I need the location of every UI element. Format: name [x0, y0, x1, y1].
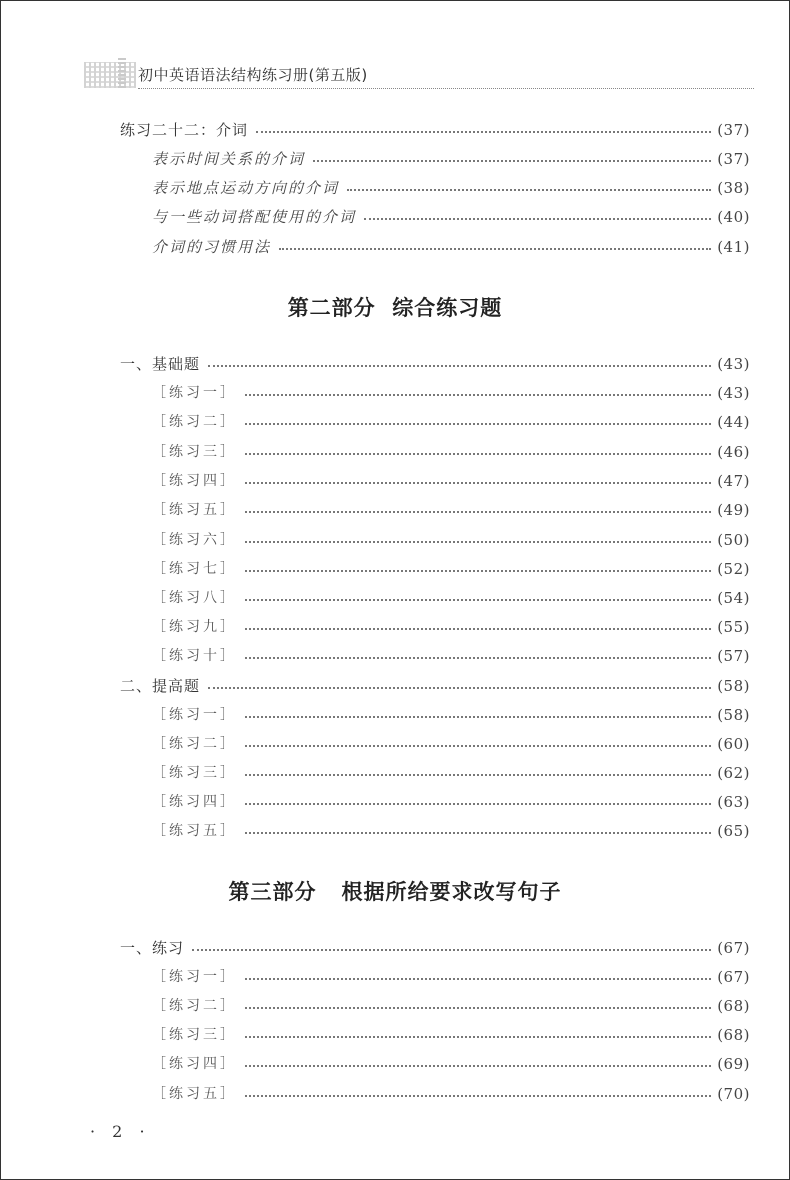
toc-page-number: (49) — [717, 501, 750, 519]
toc-label: ［练习二］ — [152, 414, 237, 430]
toc-page-number: (47) — [717, 472, 750, 490]
dot-leader — [245, 716, 711, 718]
dot-leader — [256, 131, 711, 133]
book-title: 初中英语语法结构练习册(第五版) — [138, 66, 368, 84]
toc-page-number: (43) — [717, 384, 750, 402]
toc-page-number: (65) — [717, 822, 750, 840]
toc-label: ［练习七］ — [152, 561, 237, 577]
toc-entry[interactable] — [152, 965, 750, 989]
running-header — [84, 58, 754, 92]
toc-entry-chapter[interactable] — [120, 118, 750, 142]
toc-page-number: (37) — [717, 121, 750, 139]
dot-leader — [245, 541, 711, 543]
toc-entry[interactable] — [152, 381, 750, 405]
toc-entry[interactable] — [152, 528, 750, 552]
dot-leader — [245, 1007, 711, 1009]
toc-label: 表示时间关系的介词 — [152, 150, 306, 168]
toc-label: 一、练习 — [120, 939, 185, 957]
toc-label: ［练习五］ — [152, 823, 237, 839]
dot-leader — [245, 1065, 711, 1067]
dot-leader — [364, 218, 711, 220]
toc-page-number: (68) — [717, 1026, 750, 1044]
toc-label: 表示地点运动方向的介词 — [152, 179, 340, 197]
toc-entry[interactable] — [152, 557, 750, 581]
toc-label: ［练习二］ — [152, 736, 237, 752]
toc-entry[interactable] — [152, 147, 750, 171]
dot-leader — [192, 949, 711, 951]
dot-leader — [245, 832, 711, 834]
dot-leader — [245, 423, 711, 425]
toc-page-number: (46) — [717, 443, 750, 461]
toc-entry[interactable] — [152, 440, 750, 464]
dot-leader — [245, 511, 711, 513]
toc-entry[interactable] — [152, 586, 750, 610]
toc-label: ［练习六］ — [152, 532, 237, 548]
toc-page-number: (37) — [717, 150, 750, 168]
toc-label: ［练习三］ — [152, 444, 237, 460]
toc-page-number: (58) — [717, 706, 750, 724]
toc-entry[interactable] — [152, 790, 750, 814]
dot-leader — [245, 599, 711, 601]
dot-leader — [245, 1095, 711, 1097]
toc-entry[interactable] — [152, 994, 750, 1018]
dot-leader — [245, 394, 711, 396]
toc-label: 一、基础题 — [120, 355, 201, 373]
toc-entry-section[interactable] — [120, 674, 750, 698]
toc-label: 练习二十二：介词 — [120, 121, 249, 139]
toc-page-number: (44) — [717, 413, 750, 431]
toc-entry[interactable] — [152, 819, 750, 843]
toc-entry[interactable] — [152, 1052, 750, 1076]
page-number: · 2 · — [90, 1122, 151, 1141]
toc-entry-section[interactable] — [120, 936, 750, 960]
dot-leader — [313, 160, 711, 162]
toc-label: ［练习二］ — [152, 998, 237, 1014]
toc-entry[interactable] — [152, 410, 750, 434]
toc-label: 二、提高题 — [120, 677, 201, 695]
toc-entry[interactable] — [152, 732, 750, 756]
toc-label: 介词的习惯用法 — [152, 238, 272, 256]
toc-page-number: (57) — [717, 647, 750, 665]
dot-leader — [279, 248, 711, 250]
dot-leader — [245, 657, 711, 659]
dot-leader — [245, 745, 711, 747]
dot-leader — [208, 365, 711, 367]
part-two-heading: 第二部分 综合练习题 — [287, 295, 503, 320]
toc-label: ［练习五］ — [152, 1086, 237, 1102]
dot-leader — [245, 978, 711, 980]
toc-label: ［练习一］ — [152, 385, 237, 401]
toc-entry[interactable] — [152, 469, 750, 493]
toc-label: ［练习四］ — [152, 473, 237, 489]
toc-label: 与一些动词搭配使用的介词 — [152, 208, 357, 226]
dot-leader — [245, 628, 711, 630]
toc-label: ［练习四］ — [152, 794, 237, 810]
toc-entry[interactable] — [152, 644, 750, 668]
toc-label: ［练习一］ — [152, 707, 237, 723]
toc-entry[interactable] — [152, 235, 750, 259]
toc-label: ［练习一］ — [152, 969, 237, 985]
toc-entry[interactable] — [152, 176, 750, 200]
toc-page-number: (60) — [717, 735, 750, 753]
dot-leader — [245, 774, 711, 776]
toc-entry[interactable] — [152, 205, 750, 229]
dot-leader — [347, 189, 711, 191]
toc-page-number: (54) — [717, 589, 750, 607]
dot-leader — [245, 482, 711, 484]
dot-leader — [245, 570, 711, 572]
dot-leader — [208, 687, 711, 689]
toc-page-number: (67) — [717, 968, 750, 986]
toc-page-number: (55) — [717, 618, 750, 636]
toc-page-number: (70) — [717, 1085, 750, 1103]
toc-label: ［练习五］ — [152, 502, 237, 518]
toc-label: ［练习四］ — [152, 1056, 237, 1072]
toc-page-number: (62) — [717, 764, 750, 782]
toc-page-number: (52) — [717, 560, 750, 578]
toc-entry-section[interactable] — [120, 352, 750, 376]
toc-label: ［练习三］ — [152, 765, 237, 781]
toc-label: ［练习八］ — [152, 590, 237, 606]
dot-leader — [245, 803, 711, 805]
toc-label: ［练习三］ — [152, 1027, 237, 1043]
dot-leader — [245, 453, 711, 455]
part-three-heading: 第三部分 根据所给要求改写句子 — [228, 879, 562, 904]
toc-page-number: (63) — [717, 793, 750, 811]
toc-page-number: (50) — [717, 531, 750, 549]
toc-entry[interactable] — [152, 703, 750, 727]
header-ornament — [84, 62, 136, 88]
toc-entry[interactable] — [152, 615, 750, 639]
toc-page-number: (43) — [717, 355, 750, 373]
toc-page-number: (58) — [717, 677, 750, 695]
toc-page-number: (69) — [717, 1055, 750, 1073]
toc-page-number: (40) — [717, 208, 750, 226]
toc-page-number: (67) — [717, 939, 750, 957]
toc-page-number: (41) — [717, 238, 750, 256]
dot-leader — [245, 1036, 711, 1038]
toc-entry[interactable] — [152, 1023, 750, 1047]
header-rule — [138, 88, 754, 89]
toc-label: ［练习九］ — [152, 619, 237, 635]
toc-entry[interactable] — [152, 761, 750, 785]
toc-page-number: (68) — [717, 997, 750, 1015]
toc-label: ［练习十］ — [152, 648, 237, 664]
toc-page-number: (38) — [717, 179, 750, 197]
toc-entry[interactable] — [152, 1082, 750, 1106]
toc-entry[interactable] — [152, 498, 750, 522]
